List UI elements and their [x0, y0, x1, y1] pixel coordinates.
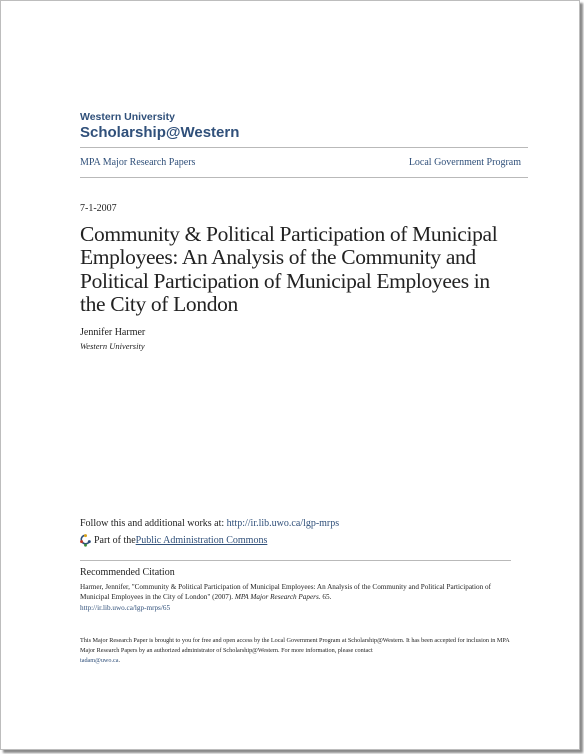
network-commons-icon: [80, 534, 91, 547]
publication-date: 7-1-2007: [80, 203, 117, 214]
citation-series: MPA Major Research Papers: [234, 593, 319, 602]
author-affiliation: Western University: [80, 341, 145, 351]
part-of-label: Part of the: [94, 535, 136, 546]
citation-heading: Recommended Citation: [80, 567, 175, 578]
commons-link[interactable]: Public Administration Commons: [135, 535, 268, 546]
notice-end: .: [118, 656, 121, 664]
follow-url-link[interactable]: http://ir.lib.uwo.ca/lgp-mrps: [226, 518, 340, 529]
repository-brand[interactable]: [80, 111, 239, 142]
citation-url-link[interactable]: http://ir.lib.uwo.ca/lgp-mrps/65: [80, 603, 171, 612]
header-divider-top: [80, 147, 528, 148]
contact-email-link[interactable]: tadam@uwo.ca: [80, 656, 119, 664]
follow-label: Follow this and additional works at:: [80, 518, 227, 529]
author-name: Jennifer Harmer: [80, 327, 146, 338]
header-divider-bottom: [80, 177, 528, 178]
citation-body: [80, 582, 500, 613]
citation-text: Harmer, Jennifer, "Community & Political Participation of Municipal Employees: An Analysis of the Community and Political Participation of Municipal Employees in the City of London" (2007).: [80, 583, 491, 602]
follow-line: [80, 518, 339, 529]
citation-divider: [80, 560, 511, 561]
institution-name: Western University: [80, 111, 175, 123]
repository-name: Scholarship@Western: [80, 124, 240, 141]
citation-number: . 65.: [318, 593, 332, 602]
access-notice: [80, 636, 520, 665]
part-of-line: [80, 534, 267, 547]
series-link[interactable]: MPA Major Research Papers: [80, 157, 196, 168]
notice-text: This Major Research Paper is brought to you for free and open access by the Local Government Program at Scholarship@Western. It has been accepted for inclusion in MPA Major Research Papers by an authorized administrator of Scholarship@Western. For more information, please contact: [80, 637, 510, 654]
paper-title: Community & Political Participation of Municipal Employees: An Analysis of the Community and Political Participation of Municipal Employees in the City of London: [80, 222, 498, 317]
program-link[interactable]: Local Government Program: [408, 157, 521, 168]
